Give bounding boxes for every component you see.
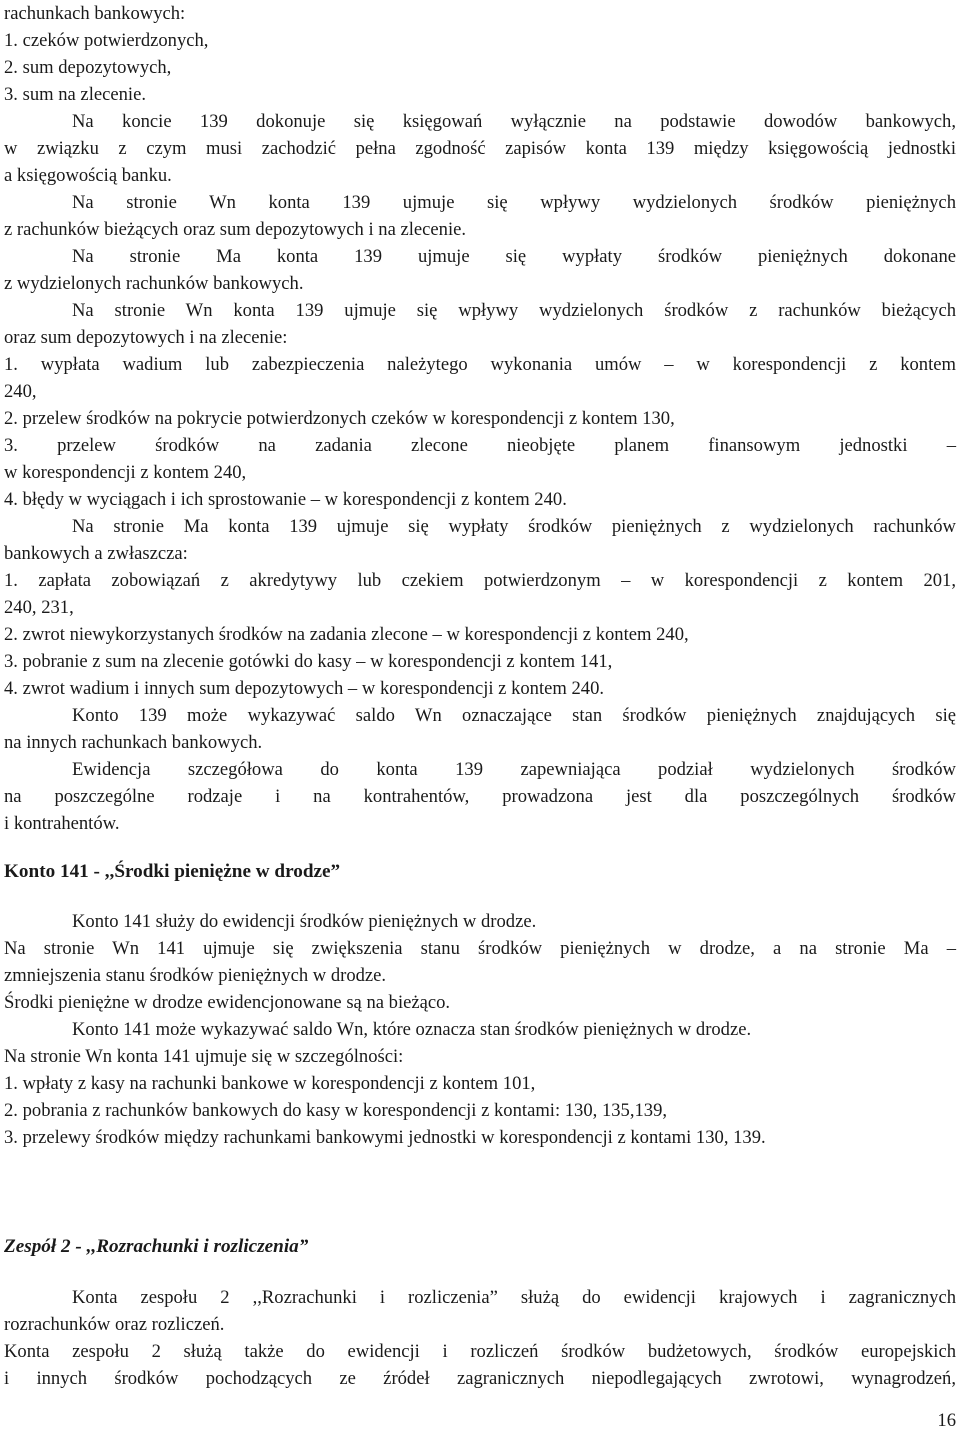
list-item: 3. pobranie z sum na zlecenie gotówki do kasy – w korespondencji z kontem 141, — [4, 651, 613, 672]
list-item: 2. przelew środków na pokrycie potwierdzonych czeków w korespondencji z kontem 130, — [4, 408, 675, 429]
list-item: 1. czeków potwierdzonych, — [4, 30, 209, 51]
paragraph-line: w związku z czym musi zachodzić pełna zgodność zapisów konta 139 między księgowością jednostki — [4, 138, 956, 159]
paragraph-line: Środki pieniężne w drodze ewidencjonowane są na bieżąco. — [4, 992, 451, 1013]
paragraph-line: z wydzielonych rachunków bankowych. — [4, 273, 304, 294]
list-item: 3. sum na zlecenie. — [4, 84, 146, 105]
spacer — [4, 1260, 956, 1284]
paragraph-line: zmniejszenia stanu środków pieniężnych w drodze. — [4, 965, 387, 986]
paragraph-line: Na stronie Wn konta 139 ujmuje się wpływy wydzielonych środków pieniężnych — [72, 192, 956, 213]
intro-line: rachunkach bankowych: — [4, 3, 186, 24]
section-title-zespol-2: Zespół 2 - ,,Rozrachunki i rozliczenia” — [4, 1236, 309, 1257]
paragraph-line: i innych środków pochodzących ze źródeł zagranicznych niepodlegających zwrotowi, wynagrodzeń, — [4, 1368, 956, 1389]
paragraph-line: z rachunków bieżących oraz sum depozytowych i na zlecenie. — [4, 219, 467, 240]
list-item: 240, — [4, 381, 37, 402]
list-item: 3. przelewy środków między rachunkami bankowymi jednostki w korespondencji z kontami 130, 139. — [4, 1127, 766, 1148]
list-item: 1. wypłata wadium lub zabezpieczenia należytego wykonania umów – w korespondencji z kontem — [4, 354, 956, 375]
paragraph-line: Na stronie Wn konta 139 ujmuje się wpływy wydzielonych środków z rachunków bieżących — [72, 300, 956, 321]
page-number: 16 — [937, 1410, 956, 1431]
paragraph-line: na innych rachunkach bankowych. — [4, 732, 263, 753]
paragraph-line: rozrachunków oraz rozliczeń. — [4, 1314, 225, 1335]
document-page — [4, 0, 956, 1392]
spacer — [4, 837, 956, 858]
paragraph-line: Na stronie Ma konta 139 ujmuje się wypłaty środków pieniężnych z wydzielonych rachunków — [72, 516, 956, 537]
paragraph-line: a księgowością banku. — [4, 165, 172, 186]
paragraph-line: Konta zespołu 2 ,,Rozrachunki i rozliczenia” służą do ewidencji krajowych i zagranicznych — [72, 1287, 956, 1308]
list-item: 3. przelew środków na zadania zlecone nieobjęte planem finansowym jednostki – — [4, 435, 956, 456]
list-item: 240, 231, — [4, 597, 74, 618]
list-item: 2. zwrot niewykorzystanych środków na zadania zlecone – w korespondencji z kontem 240, — [4, 624, 689, 645]
paragraph-line: i kontrahentów. — [4, 813, 120, 834]
list-item: 2. sum depozytowych, — [4, 57, 172, 78]
list-item: 1. zapłata zobowiązań z akredytywy lub czekiem potwierdzonym – w korespondencji z kontem 201, — [4, 570, 956, 591]
paragraph-line: Konto 141 służy do ewidencji środków pieniężnych w drodze. — [72, 911, 537, 932]
paragraph-line: Ewidencja szczegółowa do konta 139 zapewniająca podział wydzielonych środków — [72, 759, 956, 780]
spacer — [4, 1151, 956, 1233]
paragraph-line: oraz sum depozytowych i na zlecenie: — [4, 327, 288, 348]
list-item: 2. pobrania z rachunków bankowych do kasy w korespondencji z kontami: 130, 135,139, — [4, 1100, 668, 1121]
paragraph-line: bankowych a zwłaszcza: — [4, 543, 188, 564]
paragraph-line: Konta zespołu 2 służą także do ewidencji i rozliczeń środków budżetowych, środków europejskich — [4, 1341, 956, 1362]
list-item: 4. zwrot wadium i innych sum depozytowych – w korespondencji z kontem 240. — [4, 678, 605, 699]
list-item: 1. wpłaty z kasy na rachunki bankowe w korespondencji z kontem 101, — [4, 1073, 536, 1094]
paragraph-line: Na stronie Wn 141 ujmuje się zwiększenia stanu środków pieniężnych w drodze, a na stronie Ma – — [4, 938, 956, 959]
section-title-konto-141: Konto 141 - ,,Środki pieniężne w drodze” — [4, 861, 341, 882]
paragraph-line: Na stronie Wn konta 141 ujmuje się w szczególności: — [4, 1046, 404, 1067]
paragraph-line: Konto 141 może wykazywać saldo Wn, które oznacza stan środków pieniężnych w drodze. — [72, 1019, 752, 1040]
paragraph-line: na poszczególne rodzaje i na kontrahentów, prowadzona jest dla poszczególnych środków — [4, 786, 956, 807]
spacer — [4, 885, 956, 908]
paragraph-line: Konto 139 może wykazywać saldo Wn oznaczające stan środków pieniężnych znajdujących się — [72, 705, 956, 726]
list-item: 4. błędy w wyciągach i ich sprostowanie – w korespondencji z kontem 240. — [4, 489, 567, 510]
paragraph-line: Na stronie Ma konta 139 ujmuje się wypłaty środków pieniężnych dokonane — [72, 246, 956, 267]
list-item: w korespondencji z kontem 240, — [4, 462, 247, 483]
paragraph-line: Na koncie 139 dokonuje się księgowań wyłącznie na podstawie dowodów bankowych, — [72, 111, 956, 132]
